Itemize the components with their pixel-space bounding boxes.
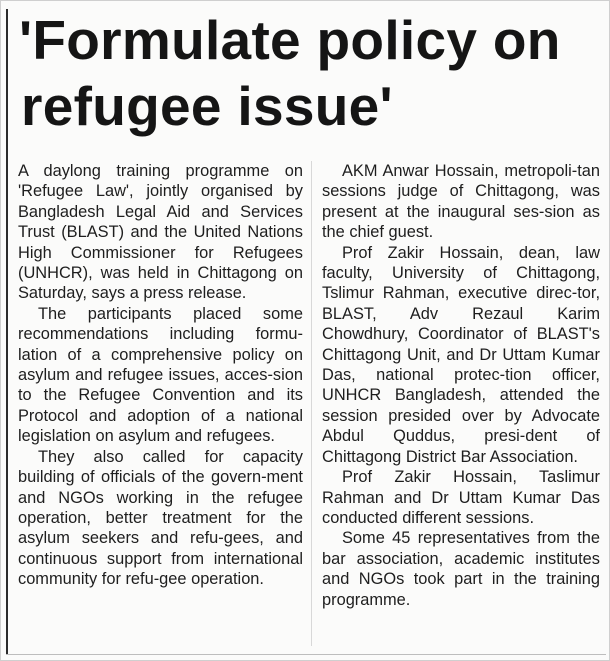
bottom-border-rule xyxy=(6,654,606,655)
article-column-1 xyxy=(18,161,303,590)
left-border-rule xyxy=(6,9,8,654)
article-column-2 xyxy=(322,161,600,610)
column-divider xyxy=(311,161,312,646)
paragraph-capacity-building: They also called for capacity building of officials of the govern-ment and NGOs working in the refugee operation, better treatment for the asylum seekers and refu-gees, and continuous support from international community for refu-gee operation. xyxy=(18,447,303,589)
paragraph-attendees: Prof Zakir Hossain, dean, law faculty, University of Chittagong, Tslimur Rahman, executive direc-tor, BLAST, Adv Rezaul Karim Chowdhury, Coordinator of BLAST's Chittagong Unit, and Dr Uttam Kumar Das, national protec-tion officer, UNHCR Bangladesh, attended the session presided over by Advocate Abdul Quddus, presi-dent of Chittagong District Bar Association. xyxy=(322,243,600,466)
paragraph-participants: Some 45 representatives from the bar association, academic institutes and NGOs took part in the training programme. xyxy=(322,529,600,609)
paragraph-chief-guest: AKM Anwar Hossain, metropoli-tan sessions judge of Chittagong, was present at the inaugural ses-sion as the chief guest. xyxy=(322,162,600,242)
paragraph-recommendations: The participants placed some recommendations including formu-lation of a comprehensive policy on asylum and refugee issues, acces-sion to the Refugee Convention and its Protocol and adoption of a national legislation on asylum and refugees. xyxy=(18,304,303,446)
paragraph-intro: A daylong training programme on 'Refugee Law', jointly organised by Bangladesh Legal Aid and Services Trust (BLAST) and the United Nations High Commissioner for Refugees (UNHCR), was held in Chittagong on Saturday, says a press release. xyxy=(18,162,303,303)
headline xyxy=(19,7,604,139)
headline-line-1: 'Formulate policy on xyxy=(19,9,561,71)
paragraph-sessions: Prof Zakir Hossain, Taslimur Rahman and Dr Uttam Kumar Das conducted different sessions. xyxy=(322,468,600,527)
headline-line-2: refugee issue' xyxy=(21,75,393,137)
